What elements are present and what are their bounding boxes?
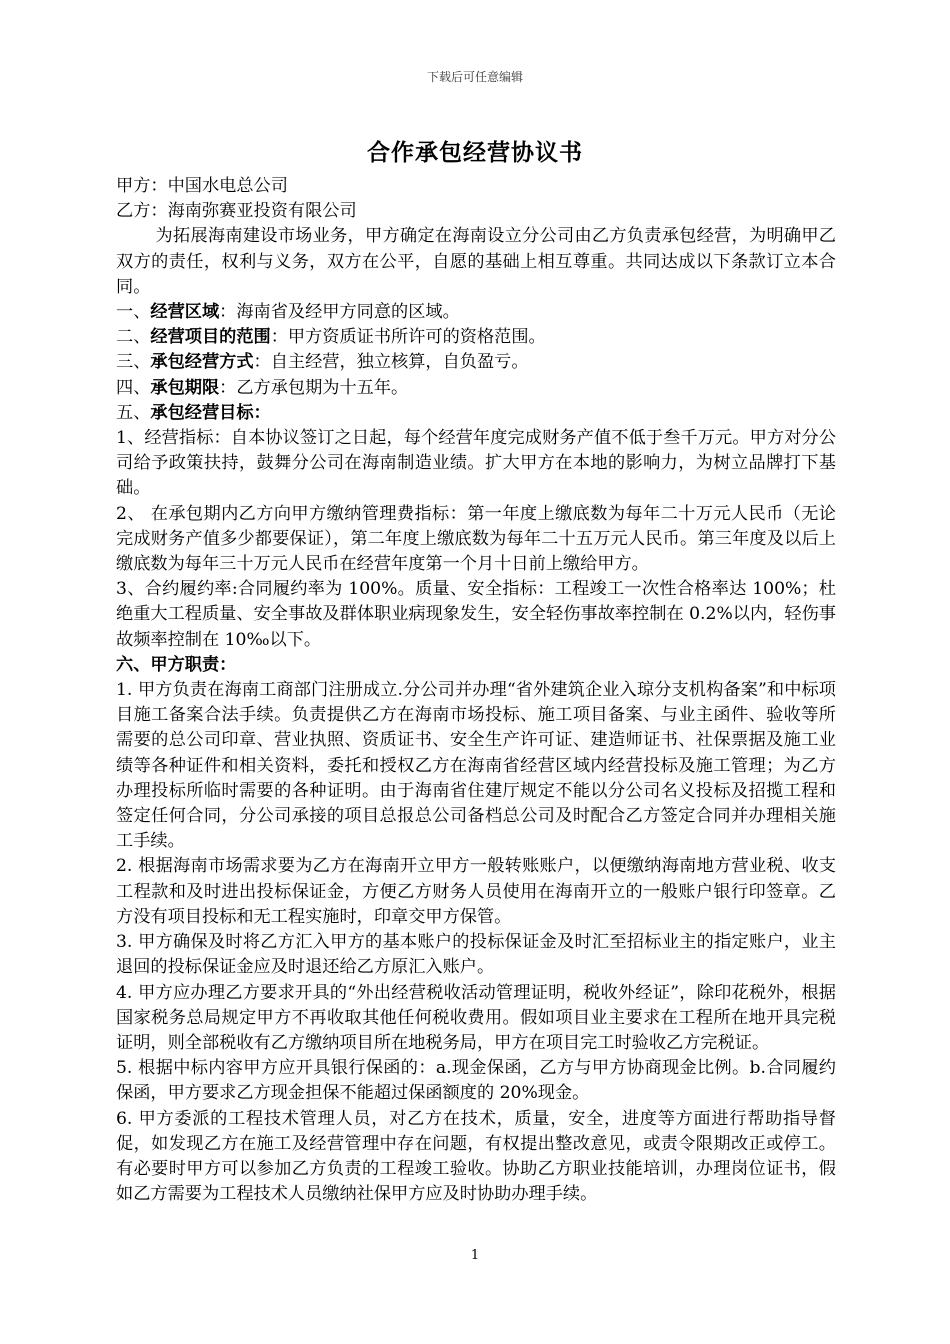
section-6-item: 6. 甲方委派的工程技术管理人员，对乙方在技术，质量，安全，进度等方面进行帮助指导督促，如发现乙方在施工及经营管理中存在问题，有权提出整改意见，或责令限期改正或停工。有必要时甲方可以参加乙方负责的工程竣工验收。协助乙方职业技能培训，办理岗位证书，假如乙方需要为工程技术人员缴纳社保甲方应及时协助办理手续。	[116, 1108, 836, 1205]
document-body	[116, 174, 836, 1207]
section-5-item: 3、合约履约率:合同履约率为 100%。质量、安全指标：工程竣工一次性合格率达 100%；杜绝重大工程质量、安全事故及群体职业病现象发生，安全轻伤事故率控制在 0.2%以内，轻伤事故频率控制在 10‰以下。	[116, 579, 836, 650]
section-5-item: 1、经营指标：自本协议签订之日起，每个经营年度完成财务产值不低于叁千万元。甲方对分公司给予政策扶持，鼓舞分公司在海南制造业绩。扩大甲方在本地的影响力，为树立品牌打下基础。	[116, 428, 836, 499]
section-6-number: 六、	[116, 654, 151, 675]
section-5-label: 承包经营目标：	[150, 402, 271, 423]
section-5-number: 五、	[116, 402, 151, 423]
section-3-label: 承包经营方式	[150, 352, 254, 373]
section-5	[116, 401, 836, 426]
section-6-item: 2. 根据海南市场需求要为乙方在海南开立甲方一般转账账户，以便缴纳海南地方营业税、收支工程款和及时进出投标保证金，方便乙方财务人员使用在海南开立的一般账户银行印签章。乙方没有项目投标和无工程实施时，印章交甲方保管。	[116, 856, 836, 927]
section-4-label: 承包期限	[150, 377, 220, 398]
section-1-label: 经营区域	[150, 302, 220, 323]
section-1-number: 一、	[116, 302, 151, 323]
section-1	[116, 300, 836, 325]
page-number: 1	[470, 1248, 480, 1263]
section-4-text: ：乙方承包期为十五年。	[219, 377, 409, 398]
section-5-item: 2、 在承包期内乙方向甲方缴纳管理费指标：第一年度上缴底数为每年二十万元人民币（无论完成财务产值多少都要保证），第二年度上缴底数为每年二十五万元人民币。第三年度及以后上缴底数为每年三十万元人民币在经营年度第一个月十日前上缴给甲方。	[116, 503, 836, 575]
section-4	[116, 376, 836, 401]
section-2-text: ：甲方资质证书所许可的资格范围。	[270, 327, 546, 348]
section-3-number: 三、	[116, 352, 151, 373]
page-header: 下载后可任意编辑	[426, 70, 523, 84]
intro-paragraph: 为拓展海南建设市场业务，甲方确定在海南设立分公司由乙方负责承包经营，为明确甲乙双方的责任，权利与义务，双方在公平，自愿的基础上相互尊重。共同达成以下条款订立本合同。	[116, 226, 836, 297]
section-4-number: 四、	[116, 377, 151, 398]
section-6-item: 5. 根据中标内容甲方应开具银行保函的：a.现金保函，乙方与甲方协商现金比例。b.合同履约保函，甲方要求乙方现金担保不能超过保函额度的 20%现金。	[116, 1058, 836, 1104]
section-2-label: 经营项目的范围	[150, 327, 271, 348]
section-6-label: 甲方职责：	[150, 654, 237, 675]
section-1-text: ：海南省及经甲方同意的区域。	[219, 302, 460, 323]
party-b: 乙方：海南弥赛亚投资有限公司	[116, 201, 357, 222]
section-3-text: ：自主经营，独立核算，自负盈亏。	[253, 352, 529, 373]
section-6-item: 1. 甲方负责在海南工商部门注册成立.分公司并办理“省外建筑企业入琼分支机构备案”和中标项目施工备案合法手续。负责提供乙方在海南市场投标、施工项目备案、与业主函件、验收等所需要的总公司印章、营业执照、资质证书、安全生产许可证、建造师证书、社保票据及施工业绩等各种证件和相关资料，委托和授权乙方在海南省经营区域内经营投标及施工管理；为乙方办理投标所临时需要的各种证明。由于海南省住建厅规定不能以分公司名义投标及招揽工程和签定任何合同，分公司承接的项目总报总公司备档总公司及时配合乙方签定合同并办理相关施工手续。	[116, 680, 836, 852]
section-2	[116, 325, 836, 350]
document-title: 合作承包经营协议书	[367, 139, 583, 166]
section-2-number: 二、	[116, 327, 151, 348]
section-6	[116, 653, 836, 678]
section-6-item: 4. 甲方应办理乙方要求开具的“外出经营税收活动管理证明，税收外经证”，除印花税外，根据国家税务总局规定甲方不再收取其他任何税收费用。假如项目业主要求在工程所在地开具完税证明，则全部税收有乙方缴纳项目所在地税务局，甲方在项目完工时验收乙方完税证。	[116, 982, 836, 1053]
section-3	[116, 350, 836, 375]
section-6-item: 3. 甲方确保及时将乙方汇入甲方的基本账户的投标保证金及时汇至招标业主的指定账户，业主退回的投标保证金应及时退还给乙方原汇入账户。	[116, 932, 836, 978]
party-a: 甲方：中国水电总公司	[116, 176, 288, 196]
